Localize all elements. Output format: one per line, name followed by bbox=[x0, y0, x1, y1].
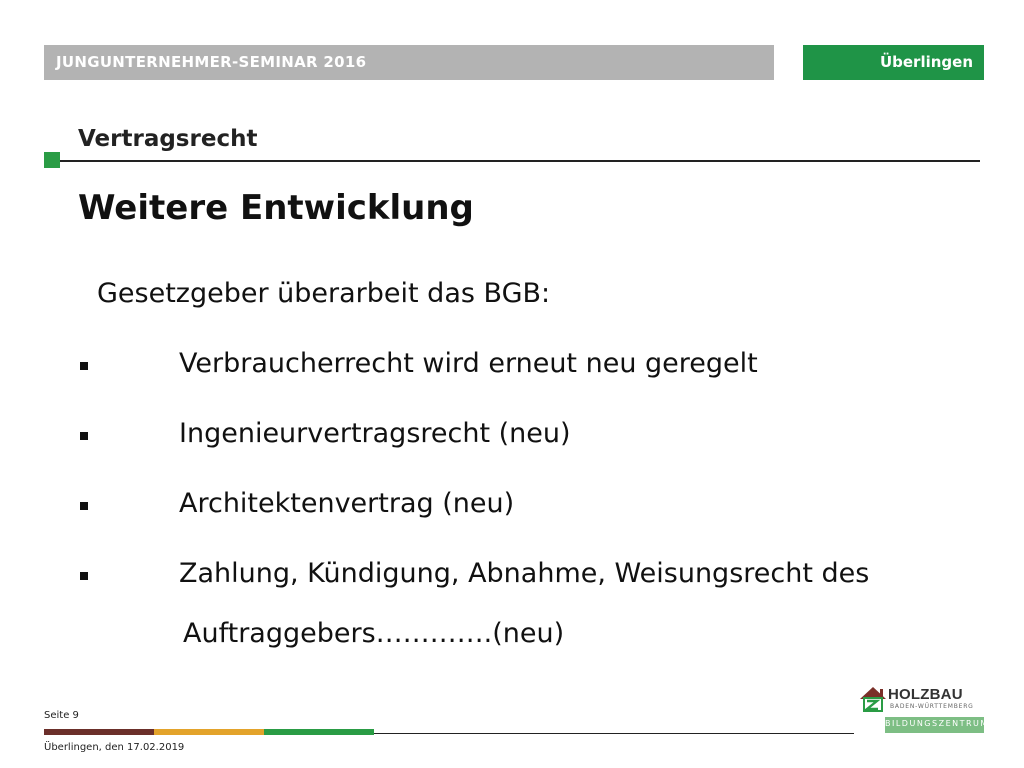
bullet-text: Verbraucherrecht wird erneut neu geregelt bbox=[179, 348, 758, 379]
logo-region: BADEN-WÜRTTEMBERG bbox=[890, 703, 974, 710]
header-bar bbox=[44, 45, 774, 80]
seminar-title: JUNGUNTERNEHMER-SEMINAR 2016 bbox=[56, 53, 367, 71]
bullet-square-icon bbox=[80, 572, 88, 580]
logo-wordmark: HOLZBAU bbox=[888, 686, 963, 703]
bullet-square-icon bbox=[80, 362, 88, 370]
bullet-text: Ingenieurvertragsrecht (neu) bbox=[179, 418, 571, 449]
bullet-text: Architektenvertrag (neu) bbox=[179, 488, 515, 519]
footer-date: Überlingen, den 17.02.2019 bbox=[44, 742, 185, 753]
bullet-text: Zahlung, Kündigung, Abnahme, Weisungsrecht des bbox=[179, 558, 870, 589]
logo-subtitle-bar bbox=[885, 717, 989, 733]
logo-subtitle: BILDUNGSZENTRUM bbox=[885, 719, 989, 728]
slide-heading: Weitere Entwicklung bbox=[78, 188, 474, 228]
color-segment-orange bbox=[154, 729, 264, 735]
section-marker bbox=[44, 152, 60, 168]
section-title: Vertragsrecht bbox=[78, 126, 258, 152]
location-label: Überlingen bbox=[879, 53, 973, 71]
footer-divider bbox=[374, 733, 854, 734]
intro-text: Gesetzgeber überarbeit das BGB: bbox=[97, 278, 551, 309]
bullet-square-icon bbox=[80, 502, 88, 510]
holzbau-logo bbox=[858, 684, 988, 736]
page-number: Seite 9 bbox=[44, 710, 79, 721]
bullet-continuation: Auftraggebers………….(neu) bbox=[183, 618, 565, 649]
section-divider bbox=[60, 160, 980, 162]
location-badge bbox=[803, 45, 984, 80]
color-segment-brown bbox=[44, 729, 154, 735]
house-icon bbox=[858, 684, 888, 714]
bullet-square-icon bbox=[80, 432, 88, 440]
color-segment-green bbox=[264, 729, 374, 735]
